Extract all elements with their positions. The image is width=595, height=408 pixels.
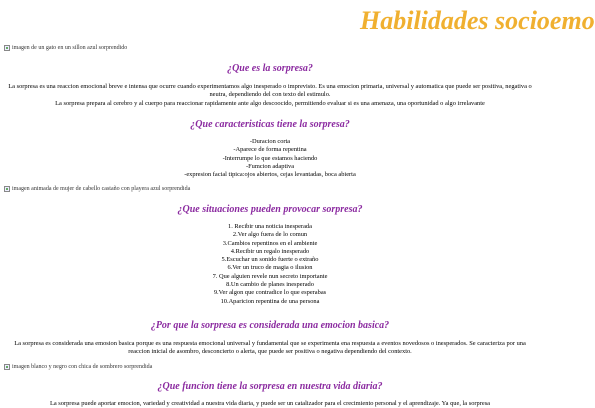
girl-image-alt: imagen blanco y negro con chica de sombrero sorprendida bbox=[12, 364, 153, 370]
list-item: 6.Ver un truco de magia o ilusion bbox=[227, 264, 313, 272]
woman-image-alt: imagen animada de mujer de cabello castaño con playera azul sorprendida bbox=[12, 186, 191, 192]
situaciones-list bbox=[0, 223, 540, 306]
heading-situaciones: ¿Que situaciones pueden provocar sorpresa? bbox=[177, 204, 363, 215]
list-item: -Interrumpe lo que estamos haciendo bbox=[222, 154, 318, 162]
list-item: -Fumcion adaptiva bbox=[245, 162, 295, 170]
list-item: 7. Que alguien revele nun secreto importante bbox=[212, 272, 328, 280]
cat-image bbox=[4, 45, 127, 51]
girl-image bbox=[4, 364, 152, 370]
heading-caracteristicas: ¿Que caracteristicas tiene la sorpresa? bbox=[190, 119, 350, 130]
list-item: 3.Cambios repentinos en el ambiente bbox=[222, 239, 318, 247]
cat-image-alt: imagen de un gato en un sillon azul sorprendido bbox=[12, 45, 128, 51]
paragraph-que-es-1: La sorpresa es una reaccion emocional breve e intensa que ocurre cuando experimentamos algo inesperado o imprevisto. Es una emocion primaria, universal y automatica que puede ser positiva, negativa o neutra, dependiendo del con texto del estimulo. bbox=[8, 83, 532, 99]
heading-que-es: ¿Que es la sorpresa? bbox=[227, 63, 313, 74]
list-item: -Aparece de forma repentina bbox=[233, 146, 307, 154]
caracteristicas-list bbox=[0, 138, 540, 179]
list-item: 2.Ver algo fuera de lo comun bbox=[232, 231, 308, 239]
list-item: 10.Aparicion repentina de una persona bbox=[220, 297, 320, 305]
list-item: -Duracion corta bbox=[249, 138, 291, 145]
broken-image-icon bbox=[4, 364, 10, 370]
broken-image-icon bbox=[4, 186, 10, 192]
woman-image bbox=[4, 186, 190, 192]
paragraph-funcion: La sorpresa puede aportar emocion, variedad y creatividad a nuestra vida diaria, y puede ser un catalizador para el crecimiento personal y el aprendizaje. Ya que, la sorpresa bbox=[49, 400, 491, 407]
list-item: 4.Recibir un regalo inesperado bbox=[230, 247, 310, 255]
paragraph-basica: La sorpresa es considerada una emosion basica porque es una respuesta emocional universal y fundamental que se experimenta ena respuesta a eventos novedosos o inesperados. Se caracteriza por una reaccion inicial de asombro, desconcierto o alerta, que puede ser positiva o negativa dependiendo del contexto. bbox=[14, 340, 526, 356]
broken-image-icon bbox=[4, 45, 10, 51]
list-item: 5.Escuchar un sonido fuerte o extraño bbox=[221, 256, 319, 264]
list-item: 9.Ver algon que contradice lo que esperabas bbox=[213, 289, 327, 297]
heading-funcion: ¿Que funcion tiene la sorpresa en nuestra vida diaria? bbox=[157, 381, 383, 392]
page-banner-title: Habilidades socioemo bbox=[360, 6, 595, 35]
paragraph-que-es-2: La sorpresa prepara al cerebro y al cuerpo para reaccionar rapidamente ante algo descoocido, permitiendo evaluar si es una amenaza, una oportunidad o algo irrelavante bbox=[55, 100, 485, 107]
heading-basica: ¿Por que la sorpresa es considerada una emocion basica? bbox=[150, 320, 390, 331]
list-item: -expresion facial tipica:ojos abiertos, cejas levantadas, boca abierta bbox=[184, 171, 356, 179]
list-item: 1. Recibir una noticia inesperada bbox=[228, 223, 312, 230]
list-item: 8.Un cambio de planes inesperado bbox=[226, 281, 314, 289]
